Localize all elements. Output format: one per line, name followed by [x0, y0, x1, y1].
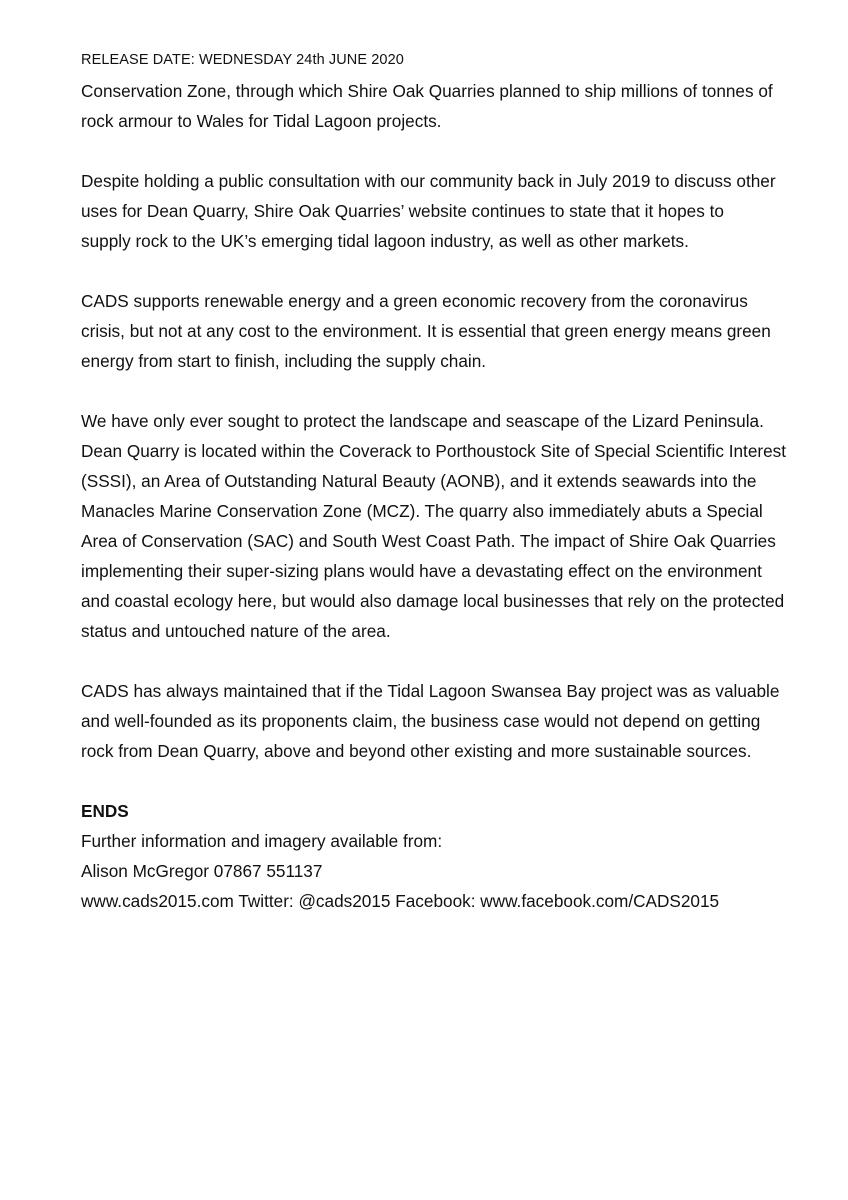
- text-line: crisis, but not at any cost to the environment. It is essential that green energy means green: [81, 321, 771, 341]
- ends-heading: ENDS: [81, 801, 129, 821]
- website-links-text: www.cads2015.com Twitter: @cads2015 Facebook: www.facebook.com/CADS2015: [81, 891, 720, 911]
- contact-text: Alison McGregor 07867 551137: [81, 861, 323, 881]
- text-line: supply rock to the UK’s emerging tidal lagoon industry, as well as other markets.: [81, 231, 689, 251]
- text-line: We have only ever sought to protect the landscape and seascape of the Lizard Peninsula.: [81, 411, 764, 431]
- text-line: Area of Conservation (SAC) and South West Coast Path. The impact of Shire Oak Quarries: [81, 531, 776, 551]
- press-release-footer: [81, 796, 801, 916]
- paragraph-conservation-zone: [81, 76, 801, 136]
- text-line: and coastal ecology here, but would also damage local businesses that rely on the protected: [81, 591, 785, 611]
- text-line: implementing their super-sizing plans would have a devastating effect on the environment: [81, 561, 762, 581]
- paragraph-renewable-energy: [81, 286, 801, 376]
- press-release-body: [81, 76, 801, 916]
- paragraph-swansea-bay: [81, 676, 801, 766]
- text-line: CADS has always maintained that if the Tidal Lagoon Swansea Bay project was as valuable: [81, 681, 780, 701]
- text-line: rock armour to Wales for Tidal Lagoon projects.: [81, 111, 442, 131]
- text-line: Conservation Zone, through which Shire Oak Quarries planned to ship millions of tonnes of: [81, 81, 773, 101]
- text-line: and well-founded as its proponents claim, the business case would not depend on getting: [81, 711, 761, 731]
- text-line: status and untouched nature of the area.: [81, 621, 391, 641]
- text-line: Manacles Marine Conservation Zone (MCZ). The quarry also immediately abuts a Special: [81, 501, 763, 521]
- text-line: rock from Dean Quarry, above and beyond other existing and more sustainable sources.: [81, 741, 752, 761]
- text-line: energy from start to finish, including the supply chain.: [81, 351, 487, 371]
- text-line: Dean Quarry is located within the Coverack to Porthoustock Site of Special Scientific Interest: [81, 441, 787, 461]
- text-line: Despite holding a public consultation with our community back in July 2019 to discuss other: [81, 171, 776, 191]
- paragraph-public-consultation: [81, 166, 801, 256]
- paragraph-lizard-peninsula: [81, 406, 801, 646]
- release-date: RELEASE DATE: WEDNESDAY 24th JUNE 2020: [81, 52, 404, 68]
- further-info-text: Further information and imagery available from:: [81, 831, 443, 851]
- text-line: (SSSI), an Area of Outstanding Natural Beauty (AONB), and it extends seawards into the: [81, 471, 757, 491]
- text-line: CADS supports renewable energy and a green economic recovery from the coronavirus: [81, 291, 748, 311]
- text-line: uses for Dean Quarry, Shire Oak Quarries’ website continues to state that it hopes to: [81, 201, 724, 221]
